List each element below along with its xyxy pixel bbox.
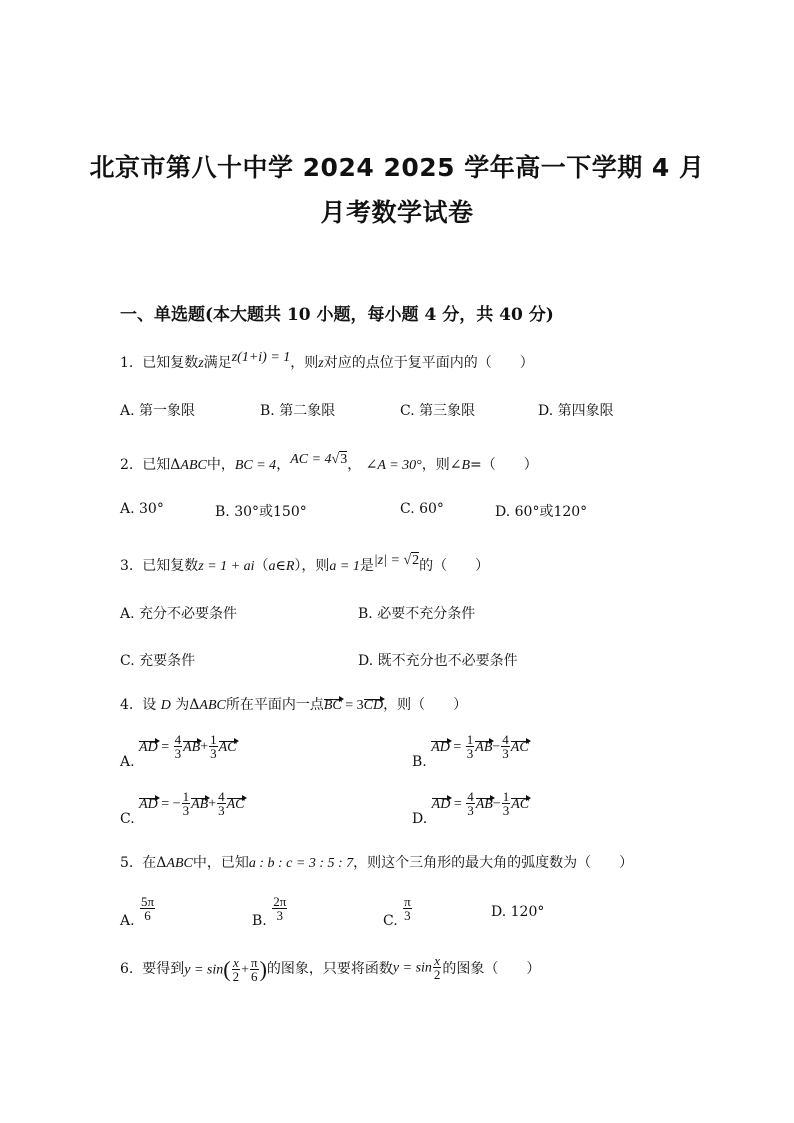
question-5 xyxy=(120,852,633,872)
q4-stem-b: 为Δ xyxy=(175,697,200,713)
q4-vector-cd: CD xyxy=(363,698,384,713)
q4-vector-bc: BC xyxy=(323,698,342,713)
q6-source-function: y = sin $\frac{x}{2}$ xyxy=(392,952,441,982)
q3-option-d: D. 既不充分也不必要条件 xyxy=(358,653,518,669)
question-number: 3. xyxy=(120,558,134,574)
question-2 xyxy=(120,454,538,474)
q2-sep: ， xyxy=(276,457,291,473)
question-number: 6. xyxy=(120,961,134,977)
q2-stem-c: ，则∠ xyxy=(421,457,462,473)
q1-stem-b: 满足 xyxy=(203,355,232,371)
q2-ac: AC = 4√3 xyxy=(290,452,348,467)
q4-stem-d: ，则（ ） xyxy=(383,697,468,713)
q2-option-c: C. 60° xyxy=(400,501,444,517)
q2-option-a: A. 30° xyxy=(120,501,164,517)
section-heading: 一、单选题(本大题共 10 小题，每小题 4 分，共 40 分) xyxy=(120,305,554,325)
q1-stem-a: 已知复数 xyxy=(142,355,199,371)
q3-stem-a: 已知复数 xyxy=(142,558,199,574)
q2-option-b: B. 30°或150° xyxy=(215,504,307,520)
q3-expr1: z = 1 + ai xyxy=(198,559,255,574)
q3-option-c: C. 充要条件 xyxy=(120,653,196,669)
q4-stem-a: 设 xyxy=(142,697,157,713)
document-title-line1: 北京市第八十中学 2024 2025 学年高一下学期 4 月 xyxy=(89,153,705,182)
q3-option-b: B. 必要不充分条件 xyxy=(358,606,476,622)
q3-stem-d: 是 xyxy=(359,558,374,574)
q4-d: D xyxy=(160,698,171,713)
q2-b: B xyxy=(461,458,471,473)
q1-expr: z(1+i) = 1 xyxy=(231,350,291,365)
question-3 xyxy=(120,555,489,575)
question-number: 4. xyxy=(120,697,134,713)
q1-var-z2: z xyxy=(318,356,324,371)
q6-stem-a: 要得到 xyxy=(142,961,185,977)
q3-abs: |z| = √2 xyxy=(373,553,420,568)
q4-option-d: D. AD = $\frac{4}{3}$ AB− $\frac{1}{3}$ AC xyxy=(412,789,530,827)
q6-stem-b: 的图象，只要将函数 xyxy=(266,961,393,977)
q4-option-a: A. AD = $\frac{4}{3}$ AB+ $\frac{1}{3}$ AC xyxy=(120,732,237,770)
question-number: 1. xyxy=(120,355,134,371)
q1-stem-d: 对应的点位于复平面内的（ ） xyxy=(323,355,534,371)
q4-option-b: B. AD = $\frac{1}{3}$ AB− $\frac{4}{3}$ AC xyxy=(412,732,529,770)
q5-option-d: D. 120° xyxy=(491,904,545,920)
q5-triangle: ABC xyxy=(166,856,193,871)
q2-angle-a: ∠A = 30° xyxy=(365,458,422,473)
q1-option-d: D. 第四象限 xyxy=(538,403,614,419)
q6-target-function: y = sin( $\frac{x}{2}$ + $\frac{\pi}{6}$ ) xyxy=(184,954,267,984)
q2-triangle: ABC xyxy=(180,458,207,473)
question-number: 2. xyxy=(120,457,134,473)
q4-option-c: C. AD = − $\frac{1}{3}$ AB+ $\frac{4}{3}$ AC xyxy=(120,789,245,827)
q3-expr2: a∈R xyxy=(268,559,295,574)
q1-stem-c: ，则 xyxy=(290,355,319,371)
q2-stem-d: =（ ） xyxy=(470,457,538,473)
q5-option-b: B. $\frac{2\pi}{3}$ xyxy=(252,894,287,929)
q5-option-a: A. $\frac{5\pi}{6}$ xyxy=(120,894,155,929)
q3-stem-c: ），则 xyxy=(294,558,330,574)
document-title-line2: 月考数学试卷 xyxy=(320,198,474,227)
q2-sep2: ， xyxy=(347,457,362,473)
q5-stem-b: 中，已知 xyxy=(192,855,249,871)
q1-option-b: B. 第二象限 xyxy=(260,403,336,419)
q3-expr3: a = 1 xyxy=(329,559,360,574)
q2-bc: BC = 4 xyxy=(234,458,277,473)
q3-stem-e: 的（ ） xyxy=(419,558,490,574)
question-6 xyxy=(120,952,541,987)
q5-option-c: C. $\frac{\pi}{3}$ xyxy=(383,894,411,929)
q5-ratio: a : b : c = 3 : 5 : 7 xyxy=(248,856,354,871)
q1-option-a: A. 第一象限 xyxy=(120,403,196,419)
q3-option-a: A. 充分不必要条件 xyxy=(120,606,238,622)
q5-stem-a: 在Δ xyxy=(142,855,167,871)
q4-triangle: ABC xyxy=(199,698,226,713)
question-4 xyxy=(120,694,467,714)
q1-option-c: C. 第三象限 xyxy=(400,403,476,419)
q5-stem-c: ，则这个三角形的最大角的弧度数为（ ） xyxy=(353,855,634,871)
q3-stem-b: （ xyxy=(254,558,269,574)
q4-eq: = 3 xyxy=(341,698,364,713)
question-number: 5. xyxy=(120,855,134,871)
q4-stem-c: 所在平面内一点 xyxy=(225,697,324,713)
q2-stem-a: 已知Δ xyxy=(142,457,181,473)
q6-stem-c: 的图象（ ） xyxy=(442,961,541,977)
q2-stem-b: 中， xyxy=(206,457,235,473)
question-1 xyxy=(120,352,534,372)
q2-option-d: D. 60°或120° xyxy=(495,504,588,520)
q1-var-z: z xyxy=(198,356,204,371)
